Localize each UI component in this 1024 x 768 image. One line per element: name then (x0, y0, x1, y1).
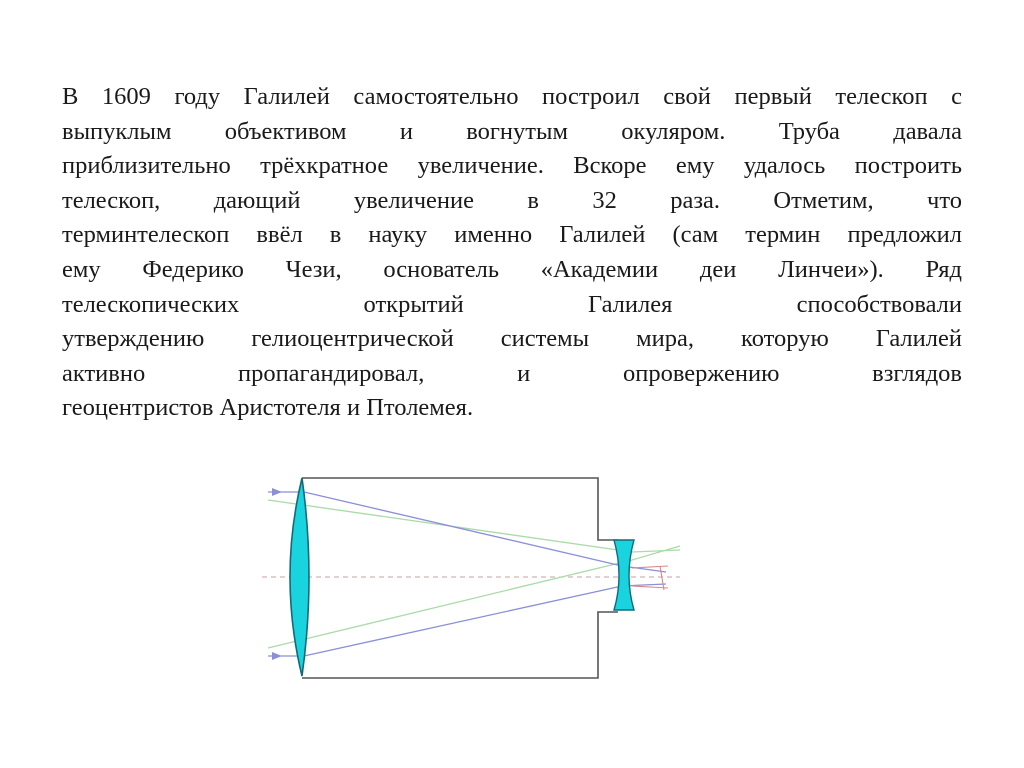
red-rays (632, 566, 668, 590)
text-line-1: В 1609 году Галилей самостоятельно построил свой первый телескоп с (62, 83, 962, 110)
text-line-10: геоцентристов Аристотеля и Птолемея. (62, 394, 474, 422)
objective-lens (290, 478, 309, 676)
text-line-5: терминтелескоп ввёл в науку именно Галилей (сам термин предложил (62, 221, 962, 249)
body-paragraph (62, 80, 962, 426)
text-line-3: приблизительно трёхкратное увеличение. Вскоре ему удалось построить (62, 152, 962, 180)
text-line-2: выпуклым объективом и вогнутым окуляром. Труба давала (62, 117, 962, 145)
text-line-6: ему Федерико Чези, основатель «Академии деи Линчеи»). Ряд (62, 255, 962, 283)
blue-rays (268, 492, 666, 656)
text-line-9: активно пропагандировал, и опровержению взглядов (62, 359, 962, 387)
telescope-tube (302, 478, 618, 678)
ray-arrowheads (272, 488, 282, 660)
text-line-8: утверждению гелиоцентрической системы мира, которую Галилей (62, 325, 962, 353)
green-rays (268, 500, 680, 648)
eyepiece-lens (614, 540, 634, 610)
text-line-7: телескопических открытий Галилея способствовали (62, 290, 962, 318)
text-line-4: телескоп, дающий увеличение в 32 раза. Отметим, что (62, 186, 962, 214)
